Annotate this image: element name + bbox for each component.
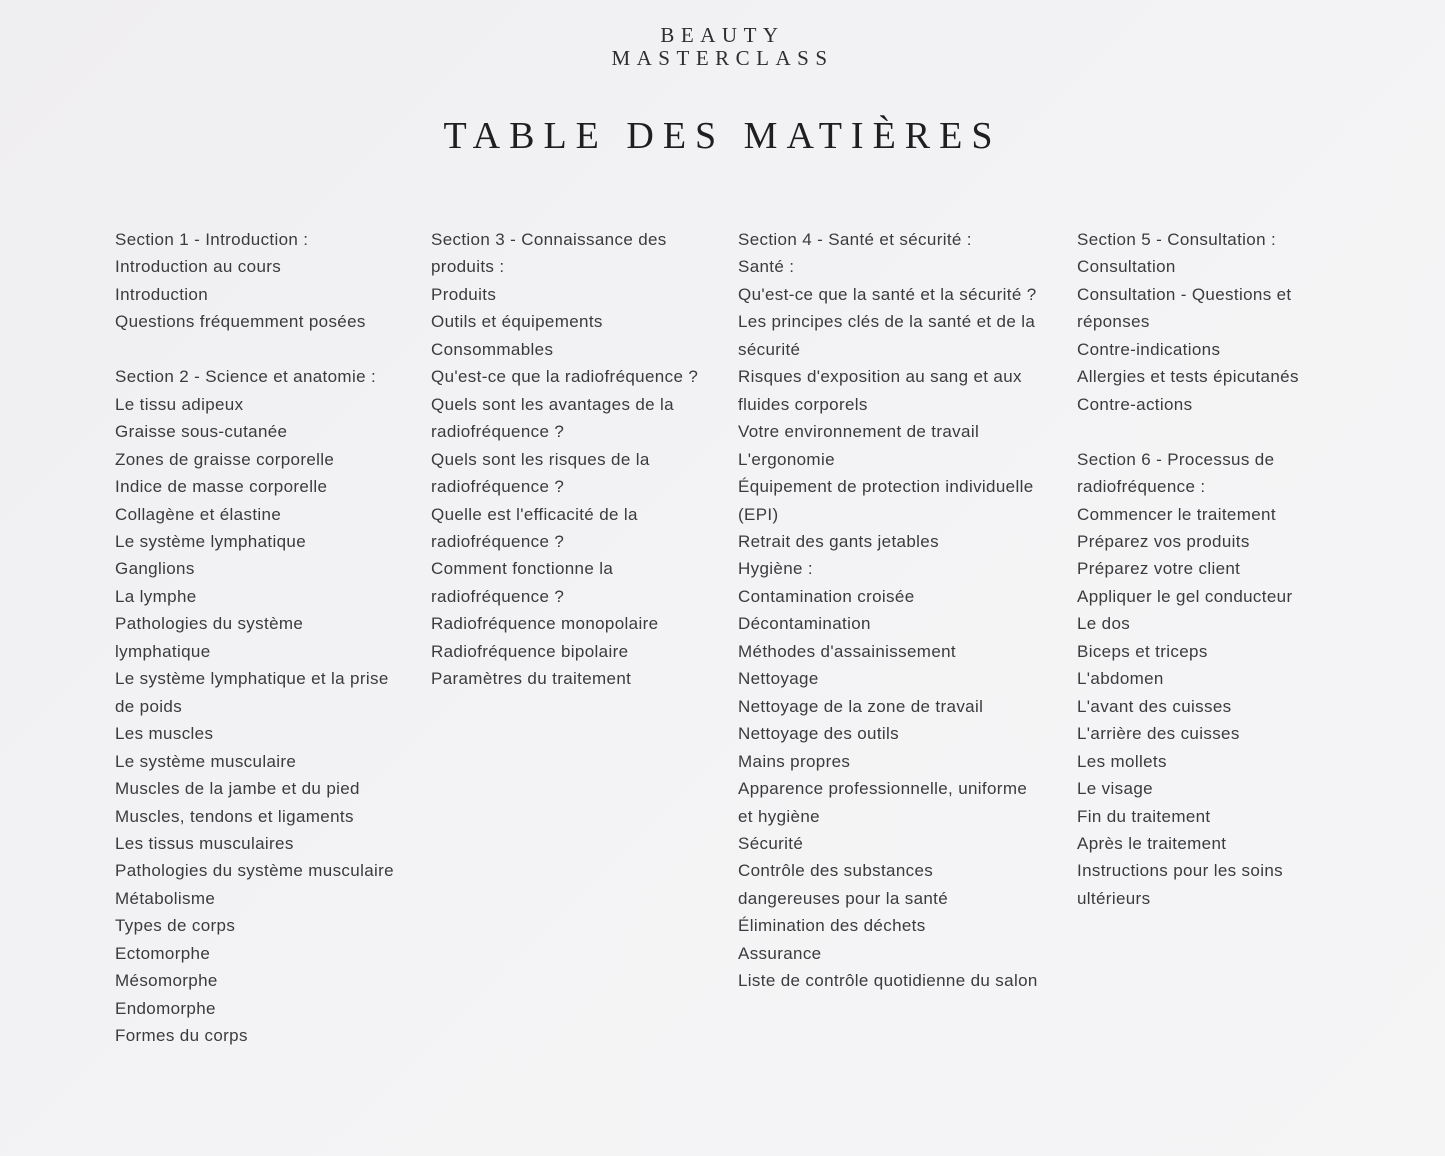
toc-entry: Équipement de protection individuelle (EPI): [738, 477, 1034, 524]
toc-entry: Consultation - Questions et réponses: [1077, 284, 1292, 332]
toc-entry: Le système musculaire: [115, 751, 297, 771]
toc-entry: Préparez vos produits: [1077, 531, 1250, 551]
toc-entry: Retrait des gants jetables: [738, 531, 939, 551]
toc-entry: Contrôle des substances dangereuses pour la santé: [738, 861, 949, 908]
section-heading: Section 3 - Connaissance des produits :: [431, 230, 667, 277]
toc-entry: L'avant des cuisses: [1077, 696, 1232, 716]
toc-entry: Fin du traitement: [1077, 806, 1211, 826]
toc-entry: Pathologies du système lymphatique: [115, 614, 304, 661]
toc-entry: Le système lymphatique: [115, 531, 307, 551]
toc-section: [115, 226, 400, 336]
toc-entry: Qu'est-ce que la radiofréquence ?: [431, 367, 699, 387]
toc-column-2: [431, 226, 701, 720]
toc-entry: Méthodes d'assainissement: [738, 641, 956, 661]
toc-entry: Collagène et élastine: [115, 504, 282, 524]
section-heading: Section 2 - Science et anatomie :: [115, 367, 377, 387]
toc-entry: Contre-actions: [1077, 394, 1193, 414]
toc-entry: Nettoyage des outils: [738, 724, 900, 744]
toc-entry: Les tissus musculaires: [115, 833, 294, 853]
toc-entry: Nettoyage de la zone de travail: [738, 696, 984, 716]
toc-section: [115, 363, 400, 1049]
toc-column-1: [115, 226, 400, 1077]
toc-entry: Nettoyage: [738, 669, 819, 689]
toc-column-3: [738, 226, 1038, 1022]
toc-entry: Questions fréquemment posées: [115, 312, 366, 332]
toc-entry: Produits: [431, 284, 497, 304]
toc-entry: Métabolisme: [115, 888, 216, 908]
toc-entry: Mains propres: [738, 751, 851, 771]
toc-entry: Mésomorphe: [115, 971, 218, 991]
toc-entry: Quels sont les risques de la radiofréquence ?: [431, 449, 650, 497]
toc-entry: Types de corps: [115, 916, 236, 936]
toc-section: [431, 226, 701, 693]
toc-entry: Apparence professionnelle, uniforme et hygiène: [738, 779, 1028, 826]
toc-entry: Introduction au cours: [115, 257, 282, 277]
toc-entry: L'abdomen: [1077, 669, 1164, 689]
toc-entry: Radiofréquence monopolaire: [431, 614, 659, 634]
brand-line-2: MASTERCLASS: [611, 46, 834, 70]
toc-entry: Décontamination: [738, 614, 871, 634]
toc-entry: Le dos: [1077, 614, 1131, 634]
toc-section: [738, 226, 1038, 995]
toc-entry: Muscles, tendons et ligaments: [115, 806, 354, 826]
section-heading: Section 1 - Introduction :: [115, 230, 309, 249]
toc-entry: Outils et équipements: [431, 312, 603, 332]
toc-entry: Ectomorphe: [115, 943, 211, 963]
toc-entry: Hygiène :: [738, 559, 813, 579]
toc-entry: Quelle est l'efficacité de la radiofréquence ?: [431, 504, 638, 551]
toc-entry: Biceps et triceps: [1077, 641, 1208, 661]
toc-entry: Liste de contrôle quotidienne du salon: [738, 971, 1038, 991]
toc-entry: Élimination des déchets: [738, 916, 926, 936]
toc-entry: Instructions pour les soins ultérieurs: [1077, 861, 1283, 908]
brand-line-1: BEAUTY: [660, 23, 785, 47]
toc-entry: Préparez votre client: [1077, 559, 1241, 579]
toc-entry: Appliquer le gel conducteur: [1077, 586, 1293, 606]
toc-entry: Paramètres du traitement: [431, 669, 632, 689]
toc-entry: Introduction: [115, 284, 209, 304]
toc-entry: Radiofréquence bipolaire: [431, 641, 629, 661]
toc-entry: Zones de graisse corporelle: [115, 449, 335, 469]
toc-entry: La lymphe: [115, 586, 197, 606]
toc-entry: Consommables: [431, 339, 554, 359]
toc-entry: Le tissu adipeux: [115, 394, 244, 414]
toc-entry: Formes du corps: [115, 1026, 248, 1046]
section-heading: Section 6 - Processus de radiofréquence :: [1077, 449, 1275, 497]
toc-entry: L'ergonomie: [738, 449, 835, 469]
toc-entry: Contamination croisée: [738, 586, 915, 606]
toc-entry: Assurance: [738, 943, 822, 963]
toc-entry: Comment fonctionne la radiofréquence ?: [431, 559, 614, 606]
toc-entry: Votre environnement de travail: [738, 422, 980, 442]
toc-entry: Allergies et tests épicutanés: [1077, 367, 1299, 387]
brand-logo: [0, 24, 1445, 70]
toc-entry: Quels sont les avantages de la radiofréquence ?: [431, 394, 674, 442]
toc-entry: Les mollets: [1077, 751, 1167, 771]
toc-entry: Commencer le traitement: [1077, 504, 1276, 524]
toc-section: [1077, 226, 1337, 418]
page-title: TABLE DES MATIÈRES: [443, 115, 1002, 157]
section-heading: Section 4 - Santé et sécurité :: [738, 230, 972, 249]
toc-entry: Santé :: [738, 257, 795, 277]
toc-entry: Contre-indications: [1077, 339, 1221, 359]
toc-entry: Consultation: [1077, 257, 1176, 277]
toc-column-4: [1077, 226, 1337, 940]
toc-entry: Graisse sous-cutanée: [115, 422, 288, 442]
toc-entry: Le visage: [1077, 779, 1153, 799]
toc-entry: Pathologies du système musculaire: [115, 861, 394, 881]
toc-entry: Qu'est-ce que la santé et la sécurité ?: [738, 284, 1037, 304]
toc-entry: Après le traitement: [1077, 833, 1227, 853]
toc-entry: Ganglions: [115, 559, 195, 579]
toc-section: [1077, 446, 1337, 913]
toc-entry: Endomorphe: [115, 998, 216, 1018]
toc-entry: L'arrière des cuisses: [1077, 724, 1240, 744]
toc-entry: Sécurité: [738, 833, 804, 853]
section-heading: Section 5 - Consultation :: [1077, 230, 1277, 249]
toc-entry: Les muscles: [115, 724, 214, 744]
toc-entry: Le système lymphatique et la prise de poids: [115, 669, 389, 716]
toc-entry: Risques d'exposition au sang et aux fluides corporels: [738, 367, 1022, 414]
toc-entry: Les principes clés de la santé et de la sécurité: [738, 312, 1036, 359]
toc-entry: Muscles de la jambe et du pied: [115, 779, 360, 799]
toc-entry: Indice de masse corporelle: [115, 477, 328, 497]
